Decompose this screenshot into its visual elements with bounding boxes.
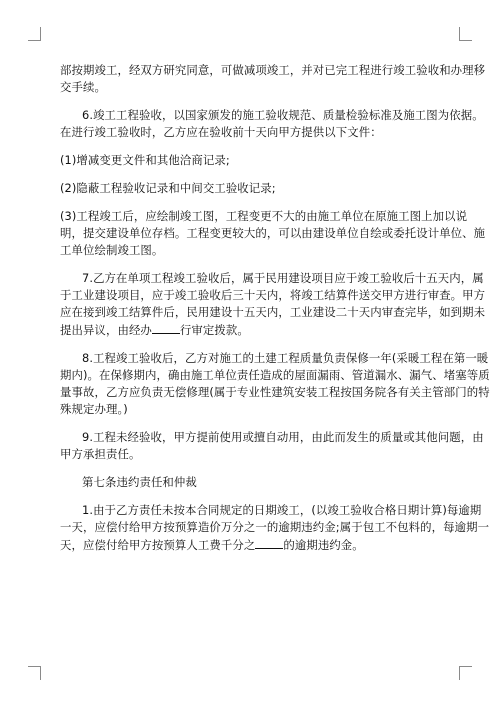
clause-6-line: 6.竣工工程验收，以国家颁发的施工验收规范、质量检验标准及施工图为依据。 xyxy=(82,108,484,122)
body-text: 行审定拨款。 xyxy=(179,323,249,337)
list-item: (1)增减变更文件和其他洽商记录; xyxy=(60,153,230,167)
body-line: 工单位绘制竣工图。 xyxy=(60,243,164,257)
document-body xyxy=(60,62,490,554)
crop-mark-top-right xyxy=(459,27,460,41)
body-text: 提出异议，由经办 xyxy=(60,323,152,337)
body-line: 于工业建设项目，应于竣工验收后三十天内，将竣工结算件送交甲方进行审查。甲方 xyxy=(60,288,486,302)
body-line: 部按期竣工，经双方研究同意，可做减项竣工，并对已完工程进行竣工验收和办理移 xyxy=(60,63,486,77)
list-item: (3)工程竣工后，应绘制竣工图，工程变更不大的由施工单位在原施工图上加以说 xyxy=(60,209,468,223)
crop-mark-bottom-right xyxy=(459,666,460,680)
list-item: (2)隐蔽工程验收记录和中间交工验收记录; xyxy=(60,181,276,195)
section-heading: 第七条违约责任和仲裁 xyxy=(82,475,197,489)
crop-mark-top-left xyxy=(40,27,41,41)
body-line: 应在接到竣工结算件后，民用建设十五天内，工业建设二十天内审查完毕，如到期未 xyxy=(60,305,486,319)
body-line: 明，提交建设单位存档。工程变更较大的，可以由建设单位自绘或委托设计单位、施 xyxy=(60,226,486,240)
body-line: 殊规定办理。) xyxy=(60,402,128,416)
clause-7-line: 7.乙方在单项工程竣工验收后，属于民用建设项目应于竣工验收后十五天内，属 xyxy=(82,271,484,285)
crop-mark-bottom-right xyxy=(459,666,472,667)
crop-mark-bottom-left xyxy=(28,666,41,667)
body-line: 一天，应偿付给甲方按预算造价万分之一的逾期违约金;属于包工不包料的，每逾期一 xyxy=(60,520,490,534)
crop-mark-bottom-left xyxy=(40,666,41,680)
body-line: 期内)。在保修期内，确由施工单位责任造成的屋面漏雨、管道漏水、漏气、堵塞等质 xyxy=(60,368,490,382)
penalty-clause-line: 1.由于乙方责任未按本合同规定的日期竣工，(以竣工验收合格日期计算)每逾期 xyxy=(82,503,482,517)
body-line: 量事故，乙方应负责无偿修理(属于专业性建筑安装工程按国务院各有关主管部门的特 xyxy=(60,385,490,399)
body-line: 交手续。 xyxy=(60,80,106,94)
body-line xyxy=(60,536,448,554)
crop-mark-top-left xyxy=(28,40,41,41)
blank-underline xyxy=(152,321,180,334)
body-line: 甲方承担责任。 xyxy=(60,447,141,461)
body-line xyxy=(60,321,448,339)
body-text: 天，应偿付给甲方按预算人工费千分之 xyxy=(60,538,256,552)
crop-mark-top-right xyxy=(459,40,472,41)
clause-9-line: 9.工程未经验收，甲方提前使用或擅自动用，由此而发生的质量或其他问题，由 xyxy=(82,430,484,444)
blank-underline xyxy=(255,536,283,549)
body-text: 的逾期违约金。 xyxy=(283,538,364,552)
clause-8-line: 8.工程竣工验收后，乙方对施工的土建工程质量负责保修一年(采暖工程在第一暖 xyxy=(82,351,489,365)
body-line: 在进行竣工验收时，乙方应在验收前十天向甲方提供以下文件： xyxy=(60,125,382,139)
